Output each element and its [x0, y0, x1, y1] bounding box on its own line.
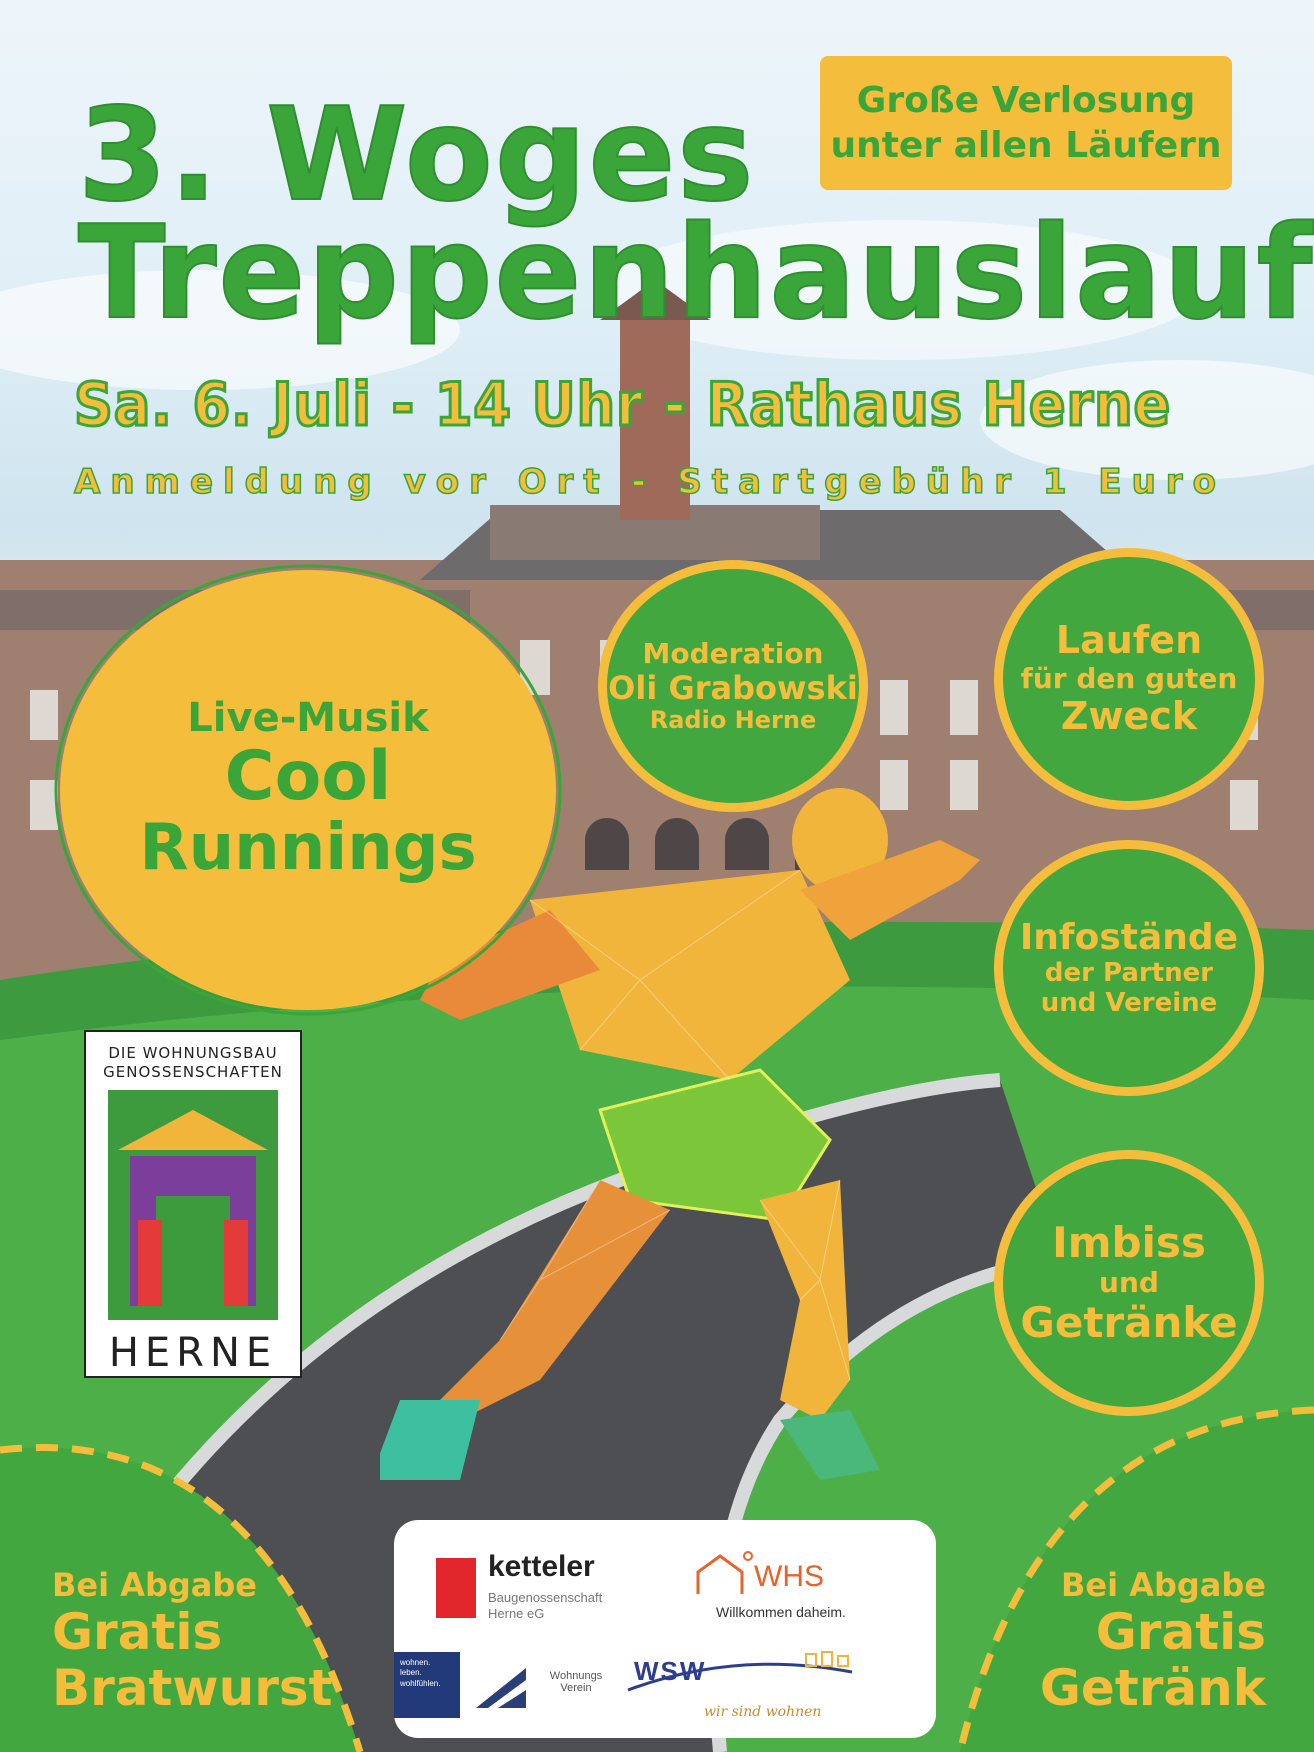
whs-house-icon [694, 1550, 754, 1600]
moderation-circle [598, 560, 868, 812]
music-line-2: Cool [224, 737, 392, 817]
ketteler-logo-icon [436, 1558, 476, 1618]
info-circle [994, 840, 1264, 1096]
wsw-swoosh-icon [626, 1650, 856, 1700]
snack-line-3: Getränke [1020, 1298, 1238, 1348]
wohnungsbau-logo [84, 1030, 302, 1378]
bottom-right-offer [1040, 1568, 1266, 1716]
snack-line-1: Imbiss [1052, 1217, 1206, 1267]
ketteler-name: ketteler [488, 1550, 595, 1583]
moderation-line-1: Moderation [642, 636, 824, 670]
lottery-line-1: Große Verlosung [856, 80, 1196, 121]
charity-line-3: Zweck [1060, 694, 1198, 739]
charity-line-2: für den guten [1020, 661, 1238, 695]
wsw-name: WSW [634, 1656, 707, 1686]
sponsors-panel [394, 1520, 936, 1738]
wohnungsverein-name: Wohnungs Verein [549, 1670, 603, 1694]
bottom-left-line-2: Gratis [52, 1602, 223, 1661]
wohnen-logo [394, 1652, 460, 1718]
charity-line-1: Laufen [1055, 618, 1203, 663]
title-line-2: Treppenhauslauf [78, 199, 1314, 348]
wohnen-text-2: leben. [400, 1668, 422, 1678]
info-line-1: Infostände [1019, 917, 1239, 959]
moderation-line-3: Radio Herne [649, 705, 817, 734]
whs-name: WHS [754, 1560, 824, 1593]
bottom-right-line-3: Getränk [1039, 1658, 1266, 1717]
music-line-1: Live-Musik [187, 695, 429, 742]
music-line-3: Runnings [139, 810, 477, 885]
wohnen-text-3: wohlfühlen. [400, 1678, 441, 1688]
charity-circle [994, 548, 1264, 810]
lottery-line-2: unter allen Läufern [830, 125, 1222, 166]
wohnen-text-1: wohnen. [400, 1658, 431, 1667]
logo-line-1: DIE WOHNUNGSBAU [108, 1044, 278, 1062]
bottom-left-offer [52, 1568, 333, 1716]
ketteler-sub-1: Baugenossenschaft [488, 1590, 603, 1605]
bottom-left-line-3: Bratwurst [52, 1658, 333, 1717]
registration-line: Anmeldung vor Ort - Startgebühr 1 Euro [74, 462, 1226, 502]
bottom-right-line-2: Gratis [1095, 1602, 1266, 1661]
whs-slogan: Willkommen daheim. [716, 1604, 846, 1620]
lottery-box [820, 56, 1232, 190]
ketteler-sub-2: Herne eG [488, 1606, 545, 1621]
wsw-slogan: wir sind wohnen [704, 1704, 822, 1720]
event-date-line: Sa. 6. Juli - 14 Uhr - Rathaus Herne [74, 370, 1172, 440]
snack-circle [994, 1150, 1264, 1416]
info-line-2: der Partner [1044, 957, 1214, 988]
music-circle [60, 570, 556, 1010]
logo-line-2: GENOSSENSCHAFTEN [103, 1062, 283, 1081]
stairs-logo-icon [476, 1666, 530, 1710]
house-arch-icon [98, 1090, 288, 1320]
bottom-left-line-1: Bei Abgabe [52, 1566, 257, 1604]
moderation-line-2: Oli Grabowski [608, 668, 858, 707]
title-line-1: 3. Woges [78, 81, 756, 230]
bottom-right-line-1: Bei Abgabe [1061, 1566, 1266, 1604]
logo-city: HERNE [108, 1329, 278, 1376]
snack-line-2: und [1099, 1265, 1159, 1299]
info-line-3: und Vereine [1040, 987, 1218, 1018]
